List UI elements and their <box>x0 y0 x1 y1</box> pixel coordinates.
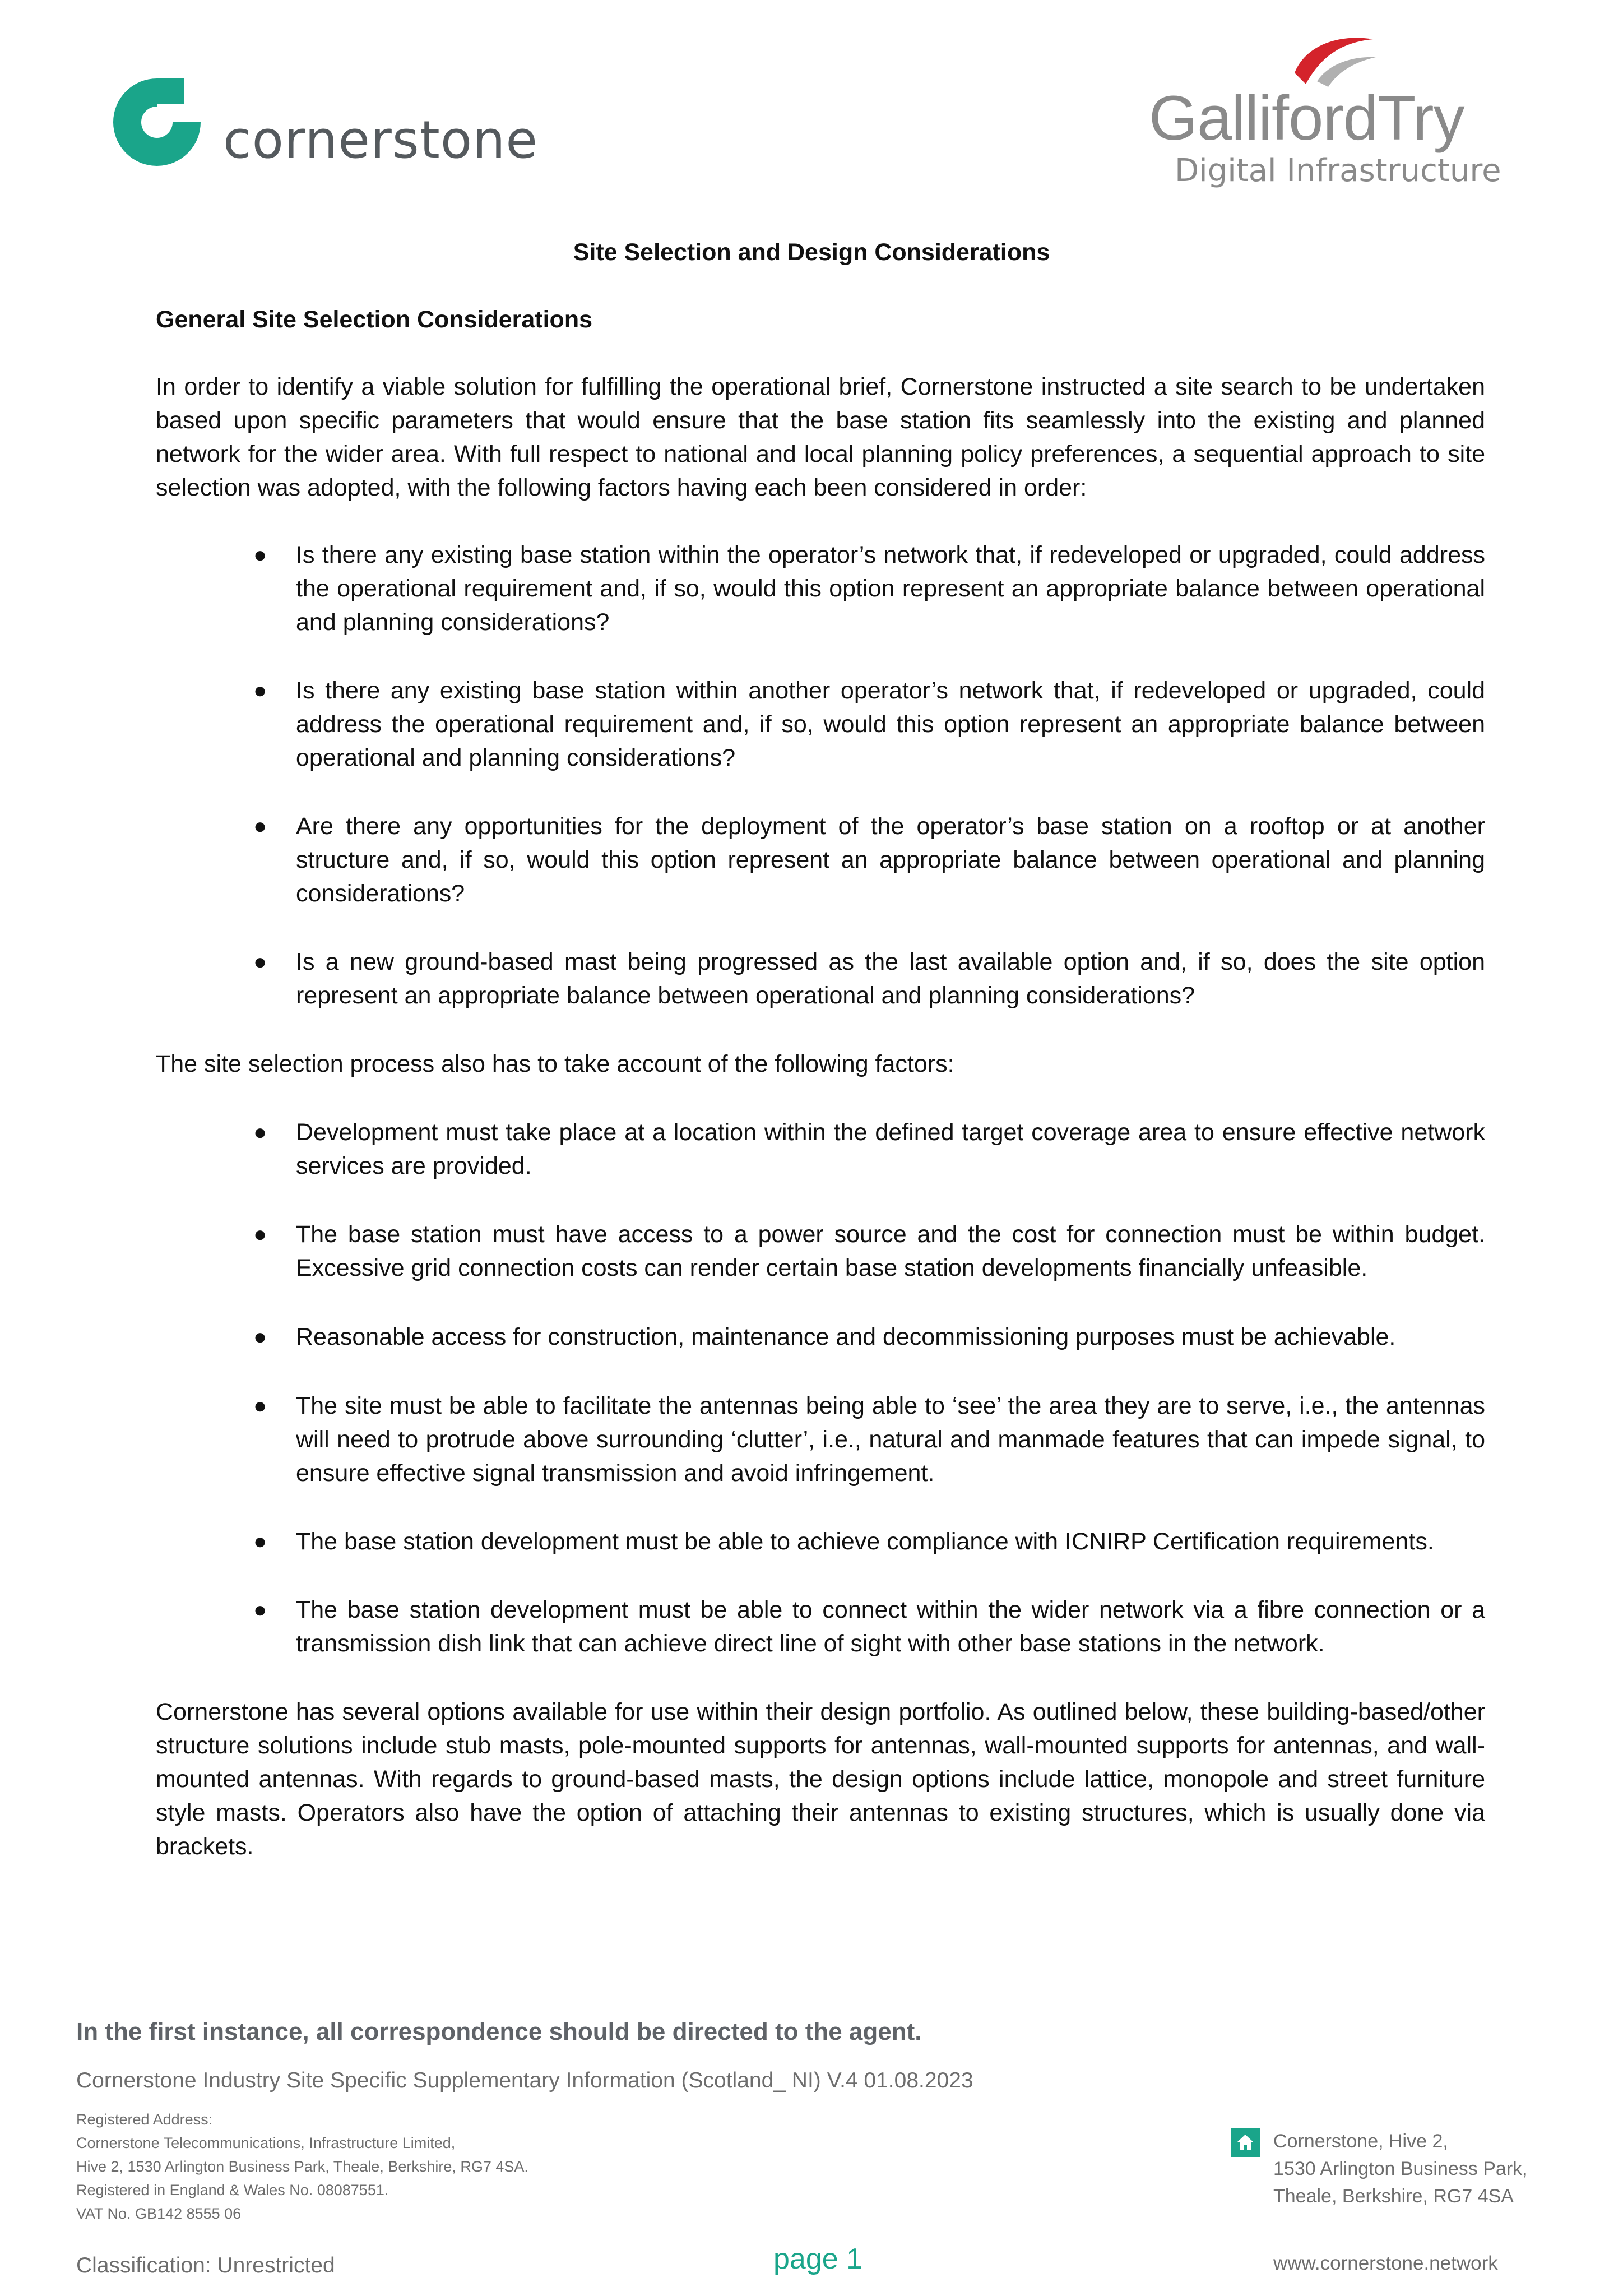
registered-line: Hive 2, 1530 Arlington Business Park, Theale, Berkshire, RG7 4SA. <box>76 2158 528 2175</box>
bullet-icon: ● <box>253 1325 267 1349</box>
cornerstone-brand-text: cornerstone <box>223 110 539 170</box>
intro-paragraph: In order to identify a viable solution for fulfilling the operational brief, Cornerstone instructed a site search to be undertaken based upon specific parameters that would ensure that the base station fits seamlessly into the existing and planned network for the wider area. With full respect to national and local planning policy preferences, a sequential approach to site selection was adopted, with the following factors having each been considered in order: <box>156 373 1485 501</box>
correspondence-note: In the first instance, all correspondence should be directed to the agent. <box>76 2018 922 2045</box>
address-line: 1530 Arlington Business Park, <box>1273 2158 1528 2179</box>
document-info: Cornerstone Industry Site Specific Supplementary Information (Scotland_ NI) V.4 01.08.2023 <box>76 2068 973 2093</box>
bullet-icon: ● <box>253 1120 267 1145</box>
registered-line: Registered Address: <box>76 2111 213 2128</box>
additional-factor-3: Reasonable access for construction, maintenance and decommissioning purposes must be achievable. <box>296 1323 1396 1350</box>
sequential-factor-3: Are there any opportunities for the deployment of the operator’s base station on a rooftop or at another structure and, if so, would this option represent an appropriate balance between operational and planning considerations? <box>296 813 1485 907</box>
registered-line: Cornerstone Telecommunications, Infrastructure Limited, <box>76 2135 456 2151</box>
bullet-icon: ● <box>253 1394 267 1418</box>
additional-factor-5: The base station development must be able to achieve compliance with ICNIRP Certification requirements. <box>296 1528 1434 1555</box>
document-title: Site Selection and Design Considerations <box>573 239 1050 266</box>
page-number: page 1 <box>773 2243 863 2275</box>
section-heading: General Site Selection Considerations <box>156 306 592 333</box>
closing-paragraph: Cornerstone has several options available for use within their design portfolio. As outlined below, these building-based/other structure solutions include stub masts, pole-mounted supports for antennas, wall-mounted supports for antennas, and wall-mounted antennas. With regards to ground-based masts, the design options include lattice, monopole and street furniture style masts. Operators also have the option of attaching their antennas to existing structures, which is usually done via brackets. <box>156 1698 1485 1860</box>
sequential-factor-4: Is a new ground-based mast being progressed as the last available option and, if so, does the site option represent an appropriate balance between operational and planning considerations? <box>296 948 1485 1009</box>
additional-factor-2: The base station must have access to a power source and the cost for connection must be within budget. Excessive grid connection costs can render certain base station developments financially unfeasible. <box>296 1221 1485 1281</box>
office-address <box>1273 2128 1528 2210</box>
bullet-icon: ● <box>253 814 267 839</box>
sequential-factor-2: Is there any existing base station within another operator’s network that, if redeveloped or upgraded, could address the operational requirement and, if so, would this option represent an appropriate balance between operational and planning considerations? <box>296 677 1485 771</box>
galliford-swoosh-icon <box>1283 28 1379 90</box>
galliford-name-text: GallifordTry <box>1149 83 1464 153</box>
website-link[interactable]: www.cornerstone.network <box>1273 2252 1498 2274</box>
address-line: Theale, Berkshire, RG7 4SA <box>1273 2186 1514 2207</box>
bullet-icon: ● <box>253 543 267 567</box>
additional-factor-1: Development must take place at a location within the defined target coverage area to ensure effective network services are provided. <box>296 1119 1485 1179</box>
cornerstone-mark-icon <box>101 66 213 178</box>
bullet-icon: ● <box>253 950 267 974</box>
bullet-icon: ● <box>253 678 267 703</box>
registered-line: VAT No. GB142 8555 06 <box>76 2205 242 2222</box>
registered-line: Registered in England & Wales No. 08087551. <box>76 2182 389 2198</box>
address-line: Cornerstone, Hive 2, <box>1273 2131 1448 2152</box>
additional-factor-4: The site must be able to facilitate the antennas being able to ‘see’ the area they are to serve, i.e., the antennas will need to protrude above surrounding ‘clutter’, i.e., natural and manmade features that can impede signal, to ensure effective signal transmission and avoid infringement. <box>296 1392 1485 1487</box>
also-factors-paragraph: The site selection process also has to take account of the following factors: <box>156 1050 954 1077</box>
additional-factor-6: The base station development must be able to connect within the wider network via a fibre connection or a transmission dish link that can achieve direct line of sight with other base stations in the network. <box>296 1596 1485 1657</box>
galliford-try-logo <box>1143 28 1502 196</box>
cornerstone-logo <box>101 66 539 189</box>
sequential-factor-1: Is there any existing base station within the operator’s network that, if redeveloped or upgraded, could address the operational requirement and, if so, would this option represent an appropriate balance between operational and planning considerations? <box>296 541 1485 636</box>
bullet-icon: ● <box>253 1529 267 1554</box>
galliford-sub-text: Digital Infrastructure <box>1175 152 1501 189</box>
classification-label: Classification: Unrestricted <box>76 2253 335 2278</box>
bullet-icon: ● <box>253 1222 267 1247</box>
registered-address <box>76 2108 528 2225</box>
home-icon <box>1231 2128 1260 2157</box>
bullet-icon: ● <box>253 1598 267 1622</box>
